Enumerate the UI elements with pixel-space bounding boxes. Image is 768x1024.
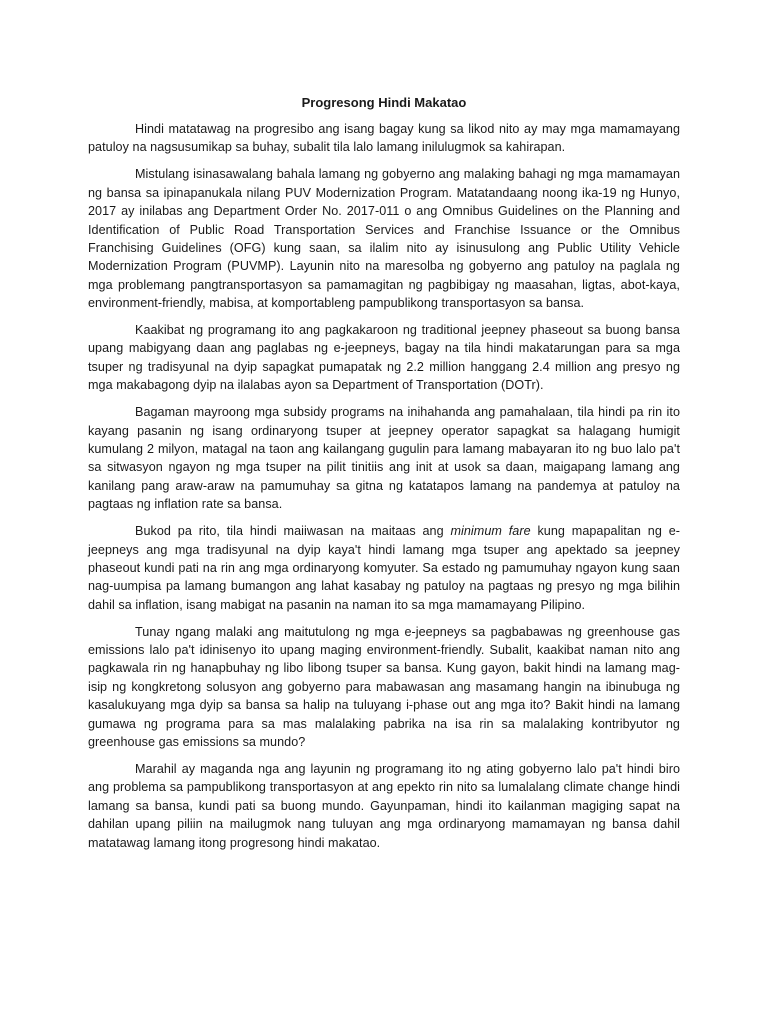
paragraph-5-text-before: Bukod pa rito, tila hindi maiiwasan na maitaas ang (135, 524, 451, 539)
paragraph-1: Hindi matatawag na progresibo ang isang bagay kung sa likod nito ay may mga mamamayang patuloy na nagsusumikap sa buhay, subalit tila lalo lamang inilulugmok sa kahirapan. (88, 122, 680, 155)
paragraph-7: Marahil ay maganda nga ang layunin ng programang ito ng ating gobyerno lalo pa't hindi biro ang problema sa pampublikong transportasyon at ang epekto rin nito sa lumalalang climate change hindi lamang sa bansa, kundi pati sa buong mundo. Gayunpaman, hindi ito kailanman magiging sapat na dahilan upang piliin na mailugmok nang tuluyan ang mga ordinaryong mamamayan ng bansa dahil matatawag lamang itong progresong hindi makatao. (88, 762, 680, 850)
paragraph-5 (88, 522, 680, 614)
document-title: Progresong Hindi Makatao (301, 95, 467, 110)
paragraph-3: Kaakibat ng programang ito ang pagkakaroon ng traditional jeepney phaseout sa buong bansa upang mabigyang daan ang paglabas ng e-jeepneys, bagay na tila hindi makatarungan para sa mga tsuper ng tradisyunal na dyip sapagkat pumapatak ng 2.2 million hanggang 2.4 million ang presyo ng mga makabagong dyip na ilalabas ayon sa Department of Transportation (DOTr). (88, 323, 680, 393)
paragraph-2: Mistulang isinasawalang bahala lamang ng gobyerno ang malaking bahagi ng mga mamamayan ng bansa sa ipinapanukala nilang PUV Modernization Program. Matatandaang noong ika-19 ng Hunyo, 2017 ay inilabas ang Department Order No. 2017-011 o ang Omnibus Guidelines on the Planning and Identification of Public Road Transportation Services and Franchise Issuance or the Omnibus Franchising Guidelines (OFG) kung saan, sa ilalim nito ay isinusulong ang Public Utility Vehicle Modernization Program (PUVMP). Layunin nito na maresolba ng gobyerno ang patuloy na paglala ng mga problemang pangtransportasyon sa pamamagitan ng pagbibigay ng maasahan, ligtas, abot-kaya, environment-friendly, mabisa, at komportableng pampublikong transportasyon sa bansa. (88, 167, 680, 311)
paragraph-4: Bagaman mayroong mga subsidy programs na inihahanda ang pamahalaan, tila hindi pa rin ito kayang pasanin ng isang ordinaryong tsuper at jeepney operator sapagkat sa halagang humigit kumulang 2 milyon, matagal na taon ang kailangang gugulin para lamang mabayaran ito ng buo lalo pa't sa sitwasyon ngayon ng mga tsuper na pilit tinitiis ang init at usok sa daan, maigapang lamang ang kanilang pang araw-araw na pamumuhay sa gitna ng katatapos lamang na pandemya at patuloy na pagtaas ng inflation rate sa bansa. (88, 405, 680, 512)
paragraph-6: Tunay ngang malaki ang maitutulong ng mga e-jeepneys sa pagbabawas ng greenhouse gas emissions lalo pa't idinisenyo ito upang maging environment-friendly. Subalit, kaakibat naman nito ang pagkawala rin ng hanapbuhay ng libo libong tsuper sa bansa. Kung gayon, bakit hindi na lamang mag-isip ng kongkretong solusyon ang gobyerno para mabawasan ang masamang hangin na ibinubuga ng kasalukuyang mga dyip sa bansa sa halip na tuluyang i-phase out ang mga ito? Bakit hindi na lamang gumawa ng programa para sa mas malalaking pabrika na isa rin sa malalaking kontribyutor ng greenhouse gas emissions sa mundo? (88, 624, 680, 750)
paragraph-5-emphasis: minimum fare (450, 524, 531, 539)
paragraph-5-text-after: kung mapapalitan ng e-jeepneys ang mga tradisyunal na dyip kaya't hindi lamang mga tsuper ang apektado sa jeepney phaseout kundi pati na rin ang mga ordinaryong komyuter. Sa estado ng pamumuhay ngayon kung saan nag-uumpisa pa lamang bumangon ang lahat kasabay ng patuloy na pagtaas ng presyo ng mga bilihin dahil sa inflation, isang mabigat na pasanin na naman ito sa mga mamamayang Pilipino. (88, 524, 680, 612)
